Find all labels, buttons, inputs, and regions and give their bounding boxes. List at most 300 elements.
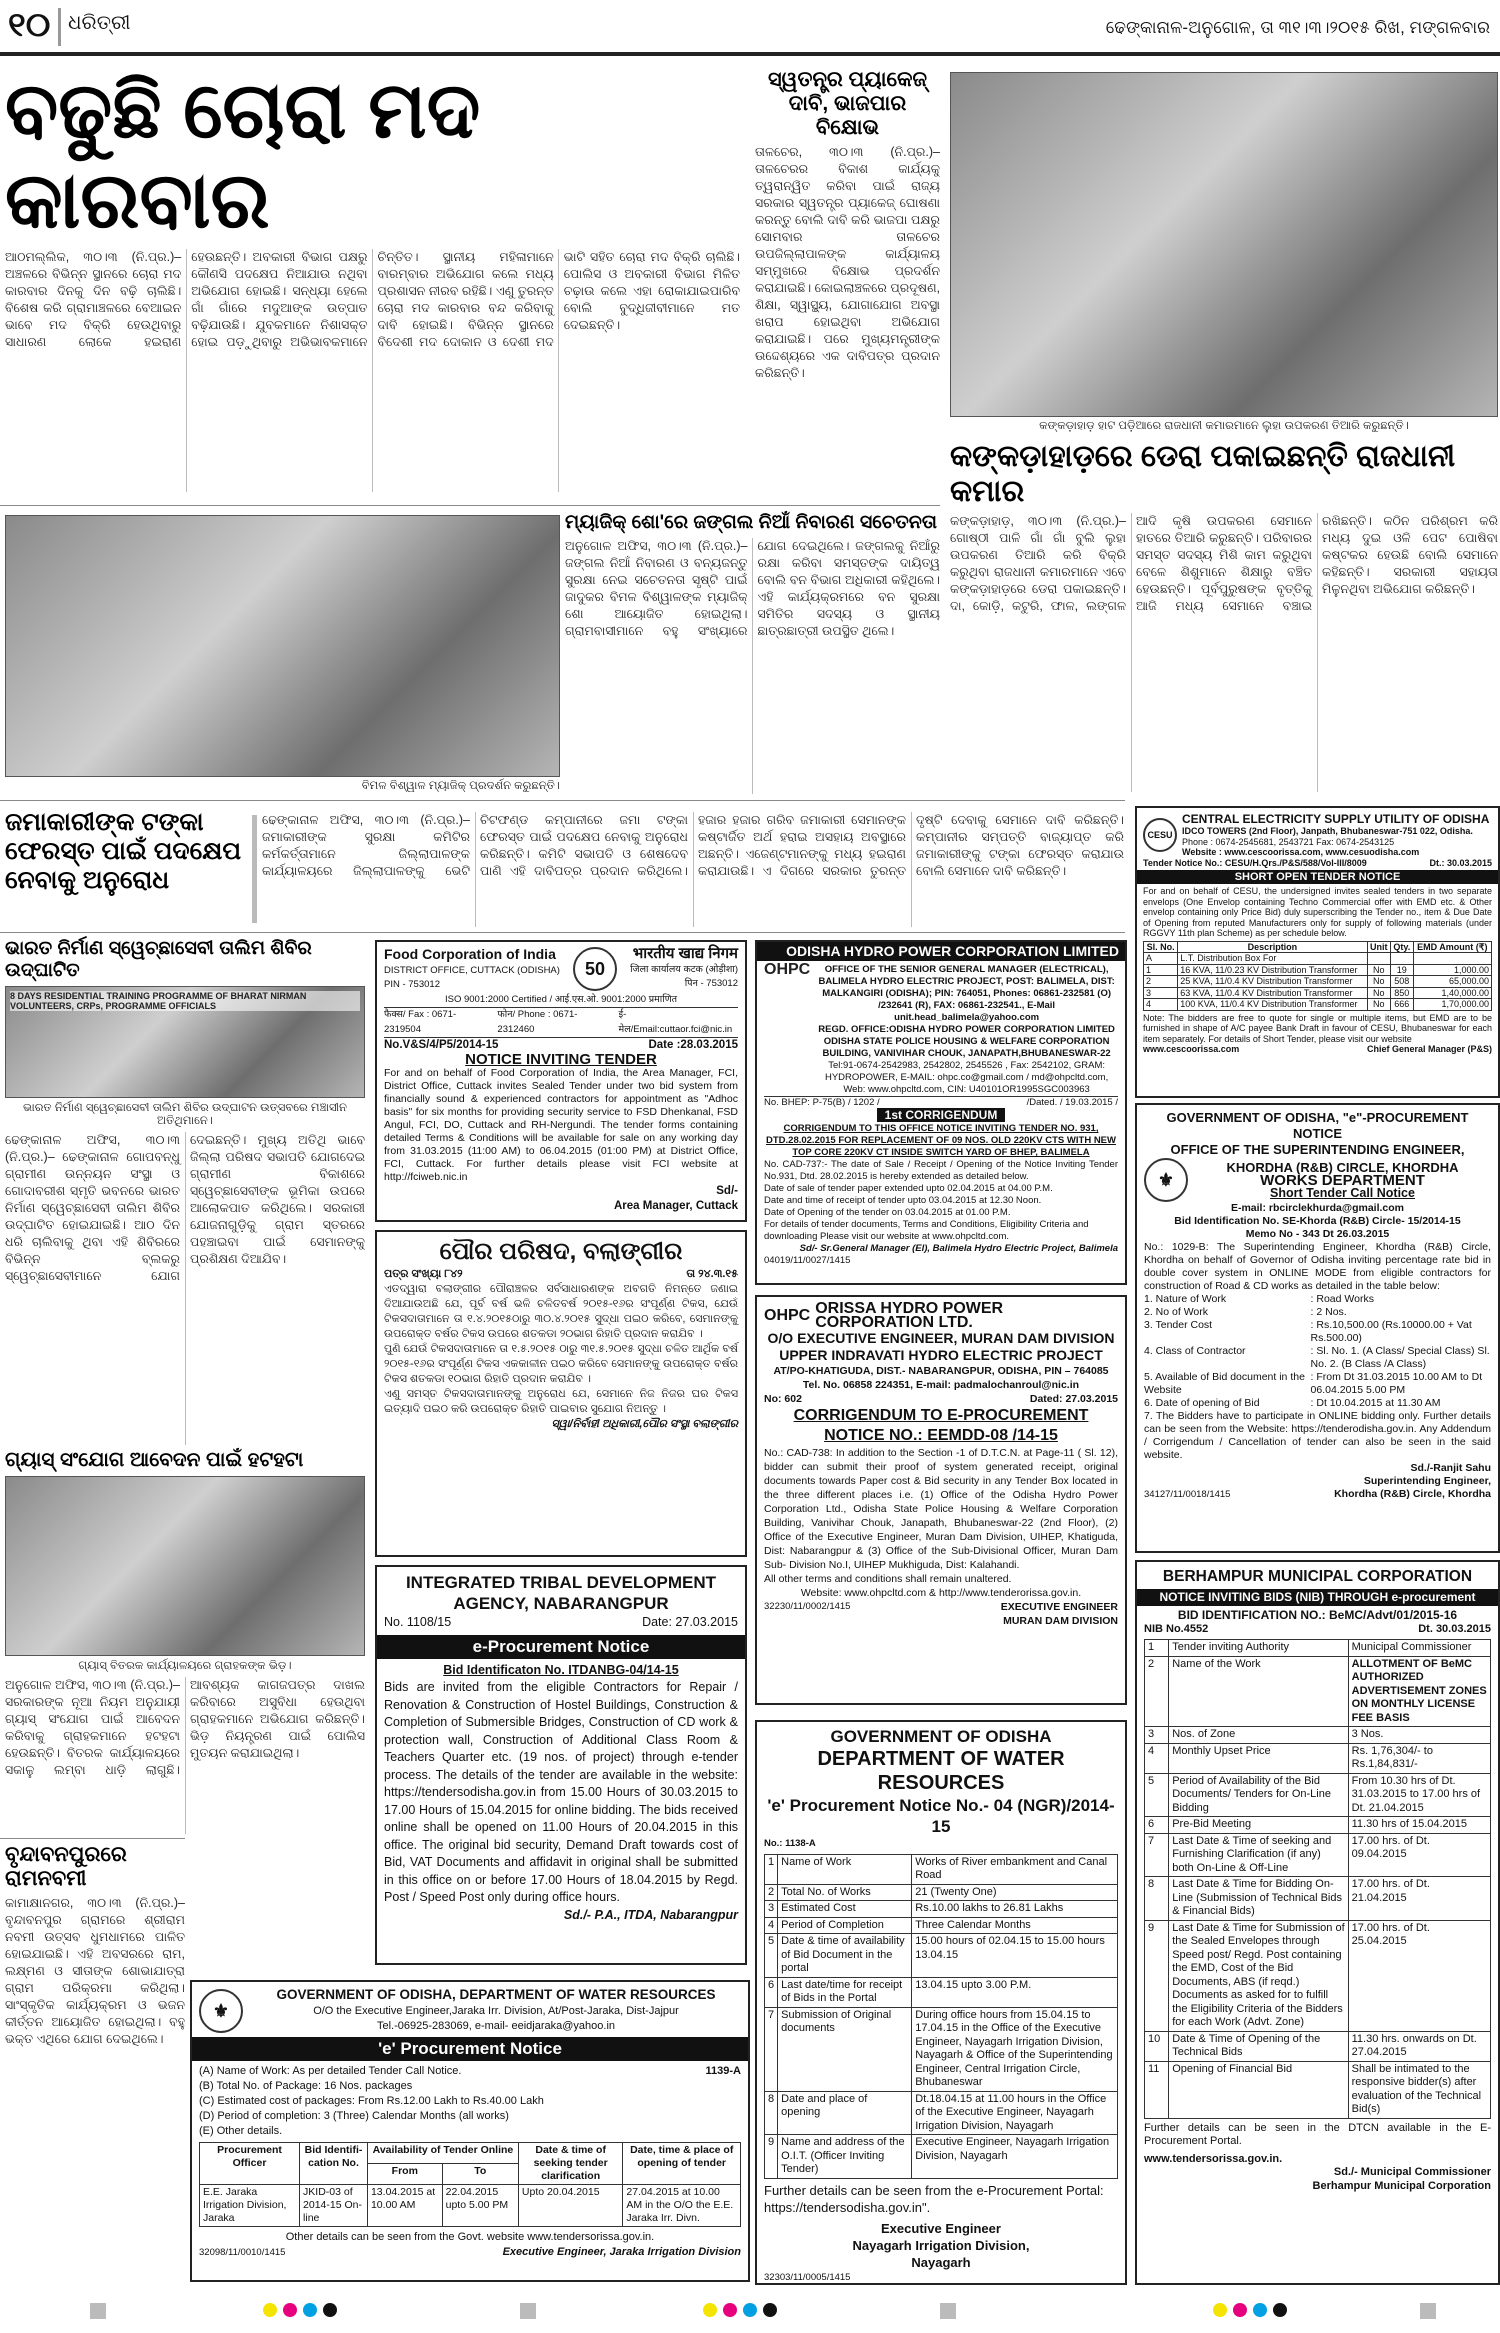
jaraka-contact: Tel.-06925-283069, e-mail- eeidjaraka@yahoo.in [376, 2020, 616, 2032]
gas-photo-caption: ଗ୍ୟାସ୍ ବିତରକ କାର୍ଯ୍ୟାଳୟରେ ଗ୍ରାହକଙ୍କ ଭିଡ଼। [78, 1660, 292, 1673]
poura-title: ପୌର ପରିଷଦ, ବଲାଙ୍ଗୀର [439, 1238, 683, 1265]
page-number: ୧୦ [8, 6, 51, 44]
table-row [765, 2007, 1118, 2091]
table-cell: Period of Completion [778, 1917, 912, 1934]
khordha-signatory2: Superintending Engineer, [1363, 1475, 1491, 1487]
td: E.E. Jaraka Irrigation Division, Jaraka [200, 2185, 300, 2227]
fci-pin-hi: पिन - 753012 [684, 978, 738, 989]
table-cell: Works of River embankment and Canal Road [912, 1854, 1118, 1884]
ohpc-balimela-body: No. CAD-737:- The date of Sale / Receipt / Opening of the Notice Inviting Tender No.931, Dtd. 28.02.2015 is hereby extended as detailed below. [764, 1159, 1118, 1182]
khordha-item [1144, 1345, 1491, 1371]
table-cell: 666 [1390, 999, 1413, 1011]
color-registration-marks [700, 2303, 780, 2323]
table-cell: Last Date & Time of seeking and Furnishing Clarification (if any) both On-Line & Off-Line [1169, 1833, 1348, 1877]
khordha-email: E-mail: rbcirclekhurda@gmail.com [1230, 1202, 1405, 1214]
table-cell: 1 [765, 1854, 778, 1884]
berhampur-nib: NIB No.4552 [1144, 1622, 1209, 1635]
fci-office-hi: जिला कार्यालय कटक (ओड़ीशा) [630, 963, 738, 975]
jaraka-footer: Other details can be seen from the Govt. website www.tendersorissa.gov.in. [285, 2231, 655, 2243]
ohpc-muran-no: No: 602 [764, 1393, 802, 1405]
table-cell: Period of Availability of the Bid Documents/ Tenders for On-Line Bidding [1169, 1773, 1348, 1817]
print-registration-marks [940, 2303, 956, 2323]
table-cell: 19 [1390, 964, 1413, 976]
column-header: Unit [1367, 941, 1390, 953]
odisha-emblem-icon: ⚜ [199, 1989, 243, 2033]
cesu-title: CENTRAL ELECTRICITY SUPPLY UTILITY OF ODISHA [1182, 812, 1490, 826]
ohpc-muran-body: No.: CAD-738: In addition to the Section -1 of D.T.C.N. at Page-11 ( Sl. 12), bidder can submit their proof of system generated receipt, original documents towards Paper cost & Bid security in any Tender Box located in the three different places i.e. (1) Office of the Odisha Hydro Power Corporation Ltd., Odisha State Police Housing & Welfare Corporation Building, Vanivihar Chouk, Janapath, Bhubaneswar-22 (2nd Floor), (2) Office of the Executive Engineer, Muran Dam Division, UIHEP, Khatiguda, Dist: Nabarangpur & (3) Office of the Sub-Divisional Officer, Muran Dam Sub- Division No.I, UIHEP Mukhiguda, Dist: Kalahandi. [764, 1447, 1118, 1571]
deposit-headline: ଜମାକାରୀଙ୍କ ଟଙ୍କା ଫେରସ୍ତ ପାଇଁ ପଦକ୍ଷେପ ନେବାକୁ ଅନୁରୋଧ [5, 808, 242, 894]
cesu-url[interactable]: www.cescoorissa.com [1143, 1044, 1240, 1054]
table-cell: 3 [765, 1901, 778, 1918]
table-cell: L.T. Distribution Box For [1178, 953, 1367, 965]
table-cell: From 10.30 hrs of Dt. 31.03.2015 to 17.00 hrs of Dt. 21.04.2015 [1348, 1773, 1490, 1817]
th: To [442, 2164, 518, 2185]
table-cell: Last date/time for receipt of Bids in the Portal [778, 1977, 912, 2007]
ohpc-balimela-contact: Tel:91-0674-2542983, 2542802, 2545526 , Fax: 2542102, GRAM: HYDROPOWER, E-MAIL: ohpc.co@gmail.com / md@ohpcltd.com, Web: www.ohpcltd.com, CIN: U40101OR1995SGC003963 [824, 1060, 1109, 1095]
nayagarh-code: 32303/11/0005/1415 [764, 2271, 851, 2283]
table-cell: Executive Engineer, Nayagarh Irrigation Division, Nayagarh [912, 2135, 1118, 2179]
itda-bid-id: Bid Identificaton No. ITDANBG-04/14-15 [443, 1662, 679, 1677]
th: Date, time & place of opening of tender [623, 2143, 741, 2185]
th: Availability of Tender Online [367, 2143, 518, 2164]
khordha-title5: Short Tender Call Notice [1270, 1185, 1415, 1200]
table-row [765, 1854, 1118, 1884]
fci-email: ई-मेल/Email:cuttaor.fci@nic.in [618, 1009, 733, 1035]
ohpc-muran-date: Dated: 27.03.2015 [1029, 1393, 1118, 1405]
khordha-title2: OFFICE OF THE SUPERINTENDING ENGINEER, [1170, 1142, 1465, 1157]
itda-signatory: Sd./- P.A., ITDA, Nabarangpur [563, 1907, 738, 1922]
bjp-headline: ସ୍ୱତନ୍ତ୍ର ପ୍ୟାକେଜ୍ ଦାବି, ଭାଜପାର ବିକ୍ଷୋଭ [767, 68, 928, 140]
bjp-body: ତାଳଚେର, ୩୦।୩ (ନି.ପ୍ର.)– ତାଳଚେରର ବିକାଶ କାର୍ଯ୍ୟକୁ ତ୍ୱରାନ୍ୱିତ କରିବା ପାଇଁ ରାଜ୍ୟ ସରକାର ସ୍ୱତନ୍ତ୍ର ପ୍ୟାକେଜ୍ ଘୋଷଣା କରନ୍ତୁ ବୋଲି ଦାବି କରି ଭାଜପା ପକ୍ଷରୁ ସୋମବାର ତାଳଚେର ଉପଜିଲ୍ଲାପାଳଙ୍କ କାର୍ଯ୍ୟାଳୟ ସମ୍ମୁଖରେ ବିକ୍ଷୋଭ ପ୍ରଦର୍ଶନ କରାଯାଇଛି। କୋଇଲାଞ୍ଚଳରେ ପ୍ରଦୂଷଣ, ଶିକ୍ଷା, ସ୍ୱାସ୍ଥ୍ୟ, ଯୋଗାଯୋଗ ଅବସ୍ଥା ଖରାପ ହୋଇଥିବା ଅଭିଯୋଗ କରାଯାଇଛି। ପରେ ମୁଖ୍ୟମନ୍ତ୍ରୀଙ୍କ ଉଦ୍ଦେଶ୍ୟରେ ଏକ ଦାବିପତ୍ର ପ୍ରଦାନ କରିଛନ୍ତି। [755, 145, 940, 381]
table-row [1144, 964, 1492, 976]
item-label: 1. Nature of Work [1144, 1293, 1227, 1305]
td: 27.04.2015 at 10.00 AM in the O/O the E.E. Jaraka Irr. Divn. [623, 2185, 741, 2227]
fci-phone: फोन/ Phone : 0671-2312460 [497, 1009, 578, 1035]
ohpc-logo: OHPC [764, 1307, 811, 1324]
ohpc-logo: OHPC [764, 961, 811, 978]
table-cell: 5 [1145, 1773, 1169, 1817]
ohpc-muran-website: Website: www.ohpcltd.com & http://www.tenderorissa.gov.in. [800, 1587, 1082, 1599]
cesu-phone: Phone : 0674-2545681, 2543721 Fax: 0674-2543125 [1182, 836, 1395, 847]
magic-body: ଅନୁଗୋଳ ଅଫିସ, ୩୦।୩ (ନି.ପ୍ର.)– ଜଙ୍ଗଲ ନିଆଁ ନିବାରଣ ଓ ବନ୍ୟଜନ୍ତୁ ସୁରକ୍ଷା ନେଇ ସଚେତନତା ସୃଷ୍ଟି ପାଇଁ ଜାଦୁକର ବିମଳ ବିଶ୍ୱାଳଙ୍କ ମ୍ୟାଜିକ୍ ଶୋ ଆୟୋଜିତ ହୋଇଥିଲା। ଗ୍ରାମବାସୀମାନେ ବହୁ ସଂଖ୍ୟାରେ ଯୋଗ ଦେଇଥିଲେ। ଜଙ୍ଗଲକୁ ନିଆଁରୁ ରକ୍ଷା କରିବା ସମସ୍ତଙ୍କ ଦାୟିତ୍ୱ ବୋଲି ବନ ବିଭାଗ ଅଧିକାରୀ କହିଥିଲେ। ଏହି କାର୍ଯ୍ୟକ୍ରମରେ ବନ ସୁରକ୍ଷା ସମିତିର ସଦସ୍ୟ ଓ ସ୍ଥାନୀୟ ଛାତ୍ରଛାତ୍ରୀ ଉପସ୍ଥିତ ଥିଲେ। [565, 538, 940, 638]
ohpc-muran-signatory1: EXECUTIVE ENGINEER [1000, 1601, 1118, 1613]
nayagarh-title2: DEPARTMENT OF WATER RESOURCES [817, 1748, 1065, 1794]
table-cell: No [1367, 999, 1390, 1011]
ohpc-muran-office1: O/O EXECUTIVE ENGINEER, MURAN DAM DIVISION [767, 1330, 1115, 1346]
fci-iso: ISO 9001:2000 Certified / आई.एस.ओ. 9001:2000 प्रमाणित [384, 993, 738, 1009]
table-cell: Municipal Commissioner [1348, 1640, 1490, 1657]
divider [0, 505, 940, 506]
cesu-date: Dt.: 30.03.2015 [1429, 857, 1492, 868]
berhampur-municipal-ad [1135, 1560, 1500, 2285]
nayagarh-table [764, 1854, 1118, 2179]
ohpc-balimela-bar: 1st CORRIGENDUM [877, 1108, 1006, 1122]
khordha-bid-id: Bid Identification No. SE-Khorda (R&B) Circle- 15/2014-15 [1174, 1215, 1461, 1227]
table-cell: 63 KVA, 11/0.4 KV Distribution Transformer [1178, 987, 1367, 999]
table-cell: Last Date & Time for Submission of the Sealed Envelopes through Speed post/ Regd. Post containing the EMD, Cost of the Bid Documents, ABS (if reqd.) Documents as asked for to fulfill the Eligibility Criteria of the Bidders for each Work (Advt. Zone) [1169, 1920, 1348, 2031]
th: Date & time of seeking tender clarification [518, 2143, 622, 2185]
ohpc-muran-signatory2: MURAN DAM DIVISION [1003, 1615, 1118, 1627]
ohpc-muran-heading2: NOTICE NO.: EEMDD-08 /14-15 [824, 1427, 1058, 1444]
berhampur-title: BERHAMPUR MUNICIPAL CORPORATION [1162, 1568, 1473, 1585]
table-cell: 17.00 hrs. of Dt. 09.04.2015 [1348, 1833, 1490, 1877]
cesu-address: IDCO TOWERS (2nd Floor), Janpath, Bhubaneswar-751 022, Odisha. [1182, 826, 1473, 836]
ohpc-balimela-date: /Dated. / 19.03.2015 / [1026, 1097, 1118, 1108]
ohpc-balimela-ad [755, 940, 1127, 1285]
khordha-code: 34127/11/0018/1415 [1144, 1489, 1231, 1500]
blacksmith-article [950, 440, 1498, 792]
jaraka-signatory: Executive Engineer, Jaraka Irrigation Division [502, 2246, 741, 2258]
poura-parishad-ad [375, 1230, 747, 1557]
table-cell: 2 [1145, 1656, 1169, 1727]
table-cell: 6 [765, 1977, 778, 2007]
magic-show-photo [5, 515, 560, 777]
jaraka-office: O/O the Executive Engineer,Jaraka Irr. Division, At/Post-Jaraka, Dist-Jajpur [313, 2005, 679, 2017]
berhampur-signatory1: Sd./- Municipal Commissioner [1333, 2166, 1491, 2178]
jaraka-code: 32098/11/0010/1415 [199, 2247, 286, 2258]
table-cell: 1,40,000.00 [1413, 987, 1491, 999]
fci-fax: फैक्स/ Fax : 0671-2319504 [384, 1009, 457, 1035]
table-cell: 13.04.15 upto 3.00 P.M. [912, 1977, 1118, 2007]
itda-bar: e-Procurement Notice [377, 1635, 745, 1659]
print-registration-marks [520, 2303, 536, 2323]
training-body: ଢେଙ୍କାନାଳ ଅଫିସ, ୩୦।୩ (ନି.ପ୍ର.)– ଢେଙ୍କାନାଳ ଗୋପବନ୍ଧୁ ଗ୍ରାମୀଣ ଉନ୍ନୟନ ସଂସ୍ଥା ଓ ଗୋଦାବରୀଶ ସ୍ମୃତି ଭବନରେ ଭାରତ ନିର୍ମାଣ ସ୍ୱେଚ୍ଛାସେବୀ ତାଲିମ ଶିବିର ଉଦ୍‌ଘାଟିତ ହୋଇଯାଇଛି। ଆଠ ଦିନ ଧରି ଚାଲିବାକୁ ଥିବା ଏହି ଶିବିରରେ ବିଭିନ୍ନ ବ୍ଲକରୁ ସ୍ୱେଚ୍ଛାସେବୀମାନେ ଯୋଗ ଦେଇଛନ୍ତି। ମୁଖ୍ୟ ଅତିଥି ଭାବେ ଜିଲ୍ଲା ପରିଷଦ ସଭାପତି ଯୋଗଦେଇ ଗ୍ରାମୀଣ ବିକାଶରେ ସ୍ୱେଚ୍ଛାସେବୀଙ୍କ ଭୂମିକା ଉପରେ ଆଲୋକପାତ କରିଥିଲେ। ସରକାରୀ ଯୋଜନାଗୁଡ଼ିକୁ ଗ୍ରାମ ସ୍ତରରେ ପହଞ୍ଚାଇବା ପାଇଁ ସେମାନଙ୍କୁ ପ୍ରଶିକ୍ଷଣ ଦିଆଯିବ। [5, 1132, 365, 1283]
table-row [765, 2091, 1118, 2135]
lead-article [5, 66, 740, 492]
table-cell: 11 [1145, 2061, 1169, 2118]
item-value: : Dt 10.04.2015 at 11.30 AM [1310, 1397, 1441, 1409]
section-name: ଧରିତ୍ରୀ [68, 12, 131, 34]
cesu-bar: SHORT OPEN TENDER NOTICE [1137, 870, 1498, 884]
table-cell: 100 KVA, 11/0.4 KV Distribution Transformer [1178, 999, 1367, 1011]
cesu-intro: For and on behalf of CESU, the undersigned invites sealed tenders in two separate envelops (One Envelop containing Techno Commercial offer with EMD etc. & Other envelop containing only Price Bid) duly superscribing the Tender no., item & Due Date of Opening from reputed Manufacturers only for supply of following materials (under RGGVY 11th plan Scheme) as per schedule below. [1143, 886, 1492, 938]
table-cell: 25 KVA, 11/0.4 KV Distribution Transformer [1178, 976, 1367, 988]
table-cell: During office hours from 15.04.15 to 17.04.15 in the Office of the Executive Engineer, Nayagarh Irrigation Division, Nayagarh & Office of the Superintending Engineer, Central Irrigation Circle, Bhubaneswar [912, 2007, 1118, 2091]
fci-50-logo: 50 [573, 947, 617, 991]
table-row [765, 1917, 1118, 1934]
table-cell [1413, 953, 1491, 965]
jaraka-item: (E) Other details. [199, 2125, 283, 2137]
bjp-article [755, 68, 940, 492]
khordha-title1: GOVERNMENT OF ODISHA, "e"-PROCUREMENT NOTICE [1166, 1110, 1469, 1141]
nayagarh-signatory3: Nayagarh [911, 2254, 971, 2270]
jaraka-item: (B) Total No. of Package: 16 Nos. packages [199, 2080, 413, 2092]
table-cell: 3 [1144, 987, 1178, 999]
table-cell: Rs. 1,76,304/- to Rs.1,84,831/- [1348, 1743, 1490, 1773]
color-registration-marks [1210, 2303, 1290, 2323]
nayagarh-title3: 'e' Procurement Notice No.- 04 (NGR)/2014-15 [767, 1796, 1115, 1836]
item-label: 3. Tender Cost [1144, 1319, 1213, 1331]
magic-article [565, 512, 940, 794]
th: Procurement Officer [200, 2143, 300, 2185]
table-cell: Name of Work [778, 1854, 912, 1884]
ramnavami-headline: ବୃନ୍ଦାବନପୁରରେ ରାମନବମୀ [5, 1843, 127, 1891]
accent-bar [252, 815, 257, 923]
fci-ref-no: No.V&S/4/P5/2014-15 [384, 1039, 499, 1051]
jaraka-ref: 1139-A [705, 2065, 741, 2077]
ohpc-muran-office2: UPPER INDRAVATI HYDRO ELECTRIC PROJECT [779, 1347, 1103, 1363]
table-cell: Shall be intimated to the responsive bidder(s) after evaluation of the Technical Bid(s) [1348, 2061, 1490, 2118]
table-header-row [1144, 941, 1492, 953]
table-cell: 7 [1145, 1833, 1169, 1877]
table-cell: Estimated Cost [778, 1901, 912, 1918]
table-cell [1390, 953, 1413, 965]
table-cell: Three Calendar Months [912, 1917, 1118, 1934]
poura-para-2: ପୁଣି ଯେଉଁ ଟିକସଦାତାମାନେ ତା ୧.୫.୨୦୧୫ ଠାରୁ ୩୧.୫.୨୦୧୫ ସୁଦ୍ଧା ଚଳିତ ଆର୍ଥିକ ବର୍ଷ ୨୦୧୫-୧୬ର ସଂପୂର୍ଣ୍ଣ ଟିକସ ଏକକାଳୀନ ପଇଠ କରିବେ ସେମାନଙ୍କୁ ଉପରୋକ୍ତ ବର୍ଷର ଟିକସ ଶତକଡା ୧୦ଭାଗ ରିହାତି ପ୍ରଦାନ କରାଯିବ । [384, 1343, 738, 1385]
table-cell: 16 KVA, 11/0.23 KV Distribution Transformer [1178, 964, 1367, 976]
column-header: Qty. [1390, 941, 1413, 953]
ohpc-muran-contact: Tel. No. 06858 224351, E-mail: padmalochanroul@nic.in [802, 1379, 1080, 1391]
column-header: Sl. No. [1144, 941, 1178, 953]
ohpc-muran-code: 32230/11/0002/1415 [764, 1601, 851, 1612]
nayagarh-signatory2: Nayagarh Irrigation Division, [852, 2237, 1030, 2253]
khordha-title3: KHORDHA (R&B) CIRCLE, KHORDHA [1226, 1159, 1459, 1175]
table-row [1145, 1817, 1491, 1834]
table-cell: Date and place of opening [778, 2091, 912, 2135]
table-cell: Opening of Financial Bid [1169, 2061, 1348, 2118]
column-header: Description [1178, 941, 1367, 953]
table-cell: 9 [1145, 1920, 1169, 2031]
table-row [1145, 1656, 1491, 1727]
berhampur-bid-id: BID IDENTIFICATION NO.: BeMC/Advt/01/2015-16 [1177, 1608, 1458, 1622]
fci-office-en: DISTRICT OFFICE, CUTTACK (ODISHA) [384, 964, 560, 976]
cesu-tender-ad [1135, 806, 1500, 1098]
khordha-works-ad [1135, 1103, 1500, 1553]
jaraka-ad [190, 1980, 750, 2282]
ramnavami-article [5, 1843, 185, 2283]
table-cell: 7 [765, 2007, 778, 2091]
table-cell: 1 [1144, 964, 1178, 976]
khordha-item [1144, 1397, 1491, 1410]
khordha-signatory1: Sd./-Ranjit Sahu [1410, 1462, 1491, 1474]
poura-date: ତା ୨୪.୩.୧୫ [686, 1268, 738, 1280]
ohpc-muran-title: ORISSA HYDRO POWER CORPORATION LTD. [815, 1300, 1004, 1331]
table-row [765, 1934, 1118, 1978]
table-cell: 4 [1144, 999, 1178, 1011]
item-value: : 2 Nos. [1310, 1306, 1347, 1318]
item-value: : Rs.10,500.00 (Rs.10000.00 + Vat Rs.500.00) [1310, 1319, 1472, 1344]
left-column [5, 938, 365, 1834]
table-cell: 1 [1145, 1640, 1169, 1657]
nayagarh-title1: GOVERNMENT OF ODISHA [830, 1727, 1052, 1746]
table-cell: 2 [765, 1884, 778, 1901]
jaraka-item: (D) Period of completion: 3 (Three) Calendar Months (all works) [199, 2110, 509, 2122]
ohpc-muran-terms: All other terms and conditions shall remain unaltered. [764, 1573, 1012, 1585]
table-cell: 8 [1145, 1877, 1169, 1921]
table-cell: Date & Time of Opening of the Technical Bids [1169, 2031, 1348, 2061]
nayagarh-no: No.: 1138-A [764, 1838, 816, 1849]
table-row [1144, 976, 1492, 988]
table-cell: Rs.10.00 lakhs to 26.81 Lakhs [912, 1901, 1118, 1918]
td: JKID-03 of 2014-15 On-line [300, 2185, 368, 2227]
balimela-line: Date and time of receipt of tender upto 03.04.2015 at 12.30 Noon. [764, 1195, 1042, 1206]
table-cell [1367, 953, 1390, 965]
magic-photo-caption: ବିମଳ ବିଶ୍ୱାଳ ମ୍ୟାଜିକ୍ ପ୍ରଦର୍ଶନ କରୁଛନ୍ତି। [361, 780, 560, 792]
item-label: 6. Date of opening of Bid [1144, 1397, 1260, 1409]
ramnavami-body: କାମାକ୍ଷାନଗର, ୩୦।୩ (ନି.ପ୍ର.)– ବୃନ୍ଦାବନପୁର ଗ୍ରାମରେ ଶ୍ରୀରାମ ନବମୀ ଉତ୍ସବ ଧୁମଧାମରେ ପାଳିତ ହୋଇଯାଇଛି। ଏହି ଅବସରରେ ରାମ, ଲକ୍ଷ୍ମଣ ଓ ସୀତାଙ୍କ ଶୋଭାଯାତ୍ରା ଗ୍ରାମ ପରିକ୍ରମା କରିଥିଲା। ସାଂସ୍କୃତିକ କାର୍ଯ୍ୟକ୍ରମ ଓ ଭଜନ କୀର୍ତ୍ତନ ଆୟୋଜିତ ହୋଇଥିଲା। ବହୁ ଭକ୍ତ ଏଥିରେ ଯୋଗ ଦେଇଥିଲେ। [5, 1896, 185, 2047]
ohpc-balimela-code: 04019/11/0027/1415 [764, 1255, 851, 1266]
cesu-table [1143, 941, 1492, 1011]
berhampur-signatory2: Berhampur Municipal Corporation [1312, 2179, 1491, 2192]
fci-name-en: Food Corporation of India [384, 946, 556, 962]
table-cell: ALLOTMENT OF BeMC AUTHORIZED ADVERTISEMENT ZONES ON MONTHLY LICENSE FEE BASIS [1348, 1656, 1490, 1727]
training-banner-text: 8 DAYS RESIDENTIAL TRAINING PROGRAMME OF BHARAT NIRMAN VOLUNTEERS, CRPs, PROGRAMME OFFICIALS [10, 991, 360, 1011]
table-row [1145, 2031, 1491, 2061]
table-cell: 3 Nos. [1348, 1727, 1490, 1744]
blacksmith-body: କଙ୍କଡ଼ାହାଡ଼, ୩୦।୩ (ନି.ପ୍ର.)– ଗୋଷ୍ଠୀ ପାଳି ଗାଁ ଗାଁ ବୁଲି ଲୁହା ଉପକରଣ ତିଆରି କରି ବିକ୍ରି କରୁଥିବା ରାଜଧାନୀ କମାରମାନେ ଏବେ କଙ୍କଡ଼ାହାଡ଼ରେ ଡେରା ପକାଇଛନ୍ତି। ଦା, କୋଡ଼ି, କଟୁରି, ଫାଳ, ଲଙ୍ଗଳ ଆଦି କୃଷି ଉପକରଣ ସେମାନେ ହାତରେ ତିଆରି କରୁଛନ୍ତି। ପରିବାରର ସମସ୍ତ ସଦସ୍ୟ ମିଶି କାମ କରୁଥିବା ବେଳେ ଶିଶୁମାନେ ଶିକ୍ଷାରୁ ବଞ୍ଚିତ ହେଉଛନ୍ତି। ପୂର୍ବପୁରୁଷଙ୍କ ବୃତ୍ତିକୁ ଆଜି ମଧ୍ୟ ସେମାନେ ବଞ୍ଚାଇ ରଖିଛନ୍ତି। କଠିନ ପରିଶ୍ରମ କରି ମଧ୍ୟ ଦୁଇ ଓଳି ପେଟ ପୋଷିବା କଷ୍ଟକର ହେଉଛି ବୋଲି ସେମାନେ କହିଛନ୍ତି। ସରକାରୀ ସହାୟତା ମିଳୁନଥିବା ଅଭିଯୋଗ କରିଛନ୍ତି। [950, 514, 1498, 613]
poura-letter-no: ପତ୍ର ସଂଖ୍ୟା ୮୪୨ [384, 1268, 463, 1280]
balimela-line: Date of Opening of the tender on 03.04.2015 at 01.00 P.M. [764, 1207, 1011, 1218]
berhampur-table [1144, 1639, 1491, 2119]
item-label: 5. Available of Bid document in the Website [1144, 1371, 1305, 1396]
table-cell: Date & time of availability of Bid Document in the portal [778, 1934, 912, 1978]
ohpc-balimela-subject: CORRIGENDUM TO THIS OFFICE NOTICE INVITING TENDER NO. 931, DTD.28.02.2015 FOR REPLACEMENT OF 09 NOS. OLD 220KV CTS WITH NEW TOP CORE 220KV CT INSIDE SWITCH YARD OF BHEP, BALIMELA [766, 1123, 1116, 1158]
item-label: 2. No of Work [1144, 1306, 1208, 1318]
nayagarh-footer: Further details can be seen from the e-Procurement Portal: https://tendersodisha.gov.in". [764, 2182, 1104, 2215]
berhampur-date: Dt. 30.03.2015 [1418, 1622, 1491, 1635]
table-cell: Name of the Work [1169, 1656, 1348, 1727]
table-row [1145, 2061, 1491, 2118]
khordha-item [1144, 1306, 1491, 1319]
berhampur-website[interactable]: www.tendersorissa.gov.in. [1144, 2152, 1283, 2165]
table-cell: No [1367, 976, 1390, 988]
fci-notice-body: For and on behalf of Food Corporation of India, the Area Manager, FCI, District Office, Cuttack invites Sealed Tender under two bid system from financially sound & experienced contractors for appointment as "Adhoc basis" for six months for providing security service to FSD Dhenkanal, FSD Angul, FCI, DO, Cuttack and RH-Nergundi. The tender forms containing detailed Terms & Conditions will be available for sale on any working day from 31.03.2015 (11:00 AM) to 06.04.2015 (01:00 PM) at District Office, FCI, Cuttack. For further details please visit FCI website at http://fciweb.nic.in [384, 1067, 738, 1183]
gas-queue-photo [5, 1476, 365, 1656]
odisha-emblem-icon: ⚜ [1144, 1158, 1188, 1202]
jaraka-table [199, 2142, 741, 2227]
fci-sd: Sd/- [716, 1185, 738, 1197]
fci-date: Date :28.03.2015 [648, 1039, 738, 1051]
khordha-memo: Memo No - 343 Dt 26.03.2015 [1245, 1228, 1390, 1240]
table-row [1144, 999, 1492, 1011]
cesu-tender-no: Tender Notice No.: CESU/H.Qrs./P&S/588/Vol-III/8009 [1143, 857, 1367, 868]
table-cell: 6 [1145, 1817, 1169, 1834]
jaraka-item: (C) Estimated cost of packages: From Rs.12.00 Lakh to Rs.40.00 Lakh [199, 2095, 544, 2107]
berhampur-bar: NOTICE INVITING BIDS (NIB) THROUGH e-procurement [1137, 1589, 1498, 1606]
blacksmith-photo-caption: କଙ୍କଡ଼ାହାଡ଼ ହାଟ ପଡ଼ିଆରେ ରାଜଧାନୀ କମାରମାନେ ଲୁହା ଉପକରଣ ତିଆରି କରୁଛନ୍ତି। [1039, 420, 1409, 432]
cesu-logo-icon: CESU [1143, 818, 1177, 852]
table-row [1144, 953, 1492, 965]
cesu-website: Website : www.cescoorissa.com, www.cesuodisha.com [1182, 847, 1420, 857]
table-row [1145, 1920, 1491, 2031]
blacksmith-headline: କଙ୍କଡ଼ାହାଡ଼ରେ ଡେରା ପକାଇଛନ୍ତି ରାଜଧାନୀ କମାର [950, 440, 1456, 508]
table-row [1145, 1833, 1491, 1877]
item-label: 4. Class of Contractor [1144, 1345, 1246, 1357]
table-cell: 2 [1144, 976, 1178, 988]
table-cell: Pre-Bid Meeting [1169, 1817, 1348, 1834]
itda-title: INTEGRATED TRIBAL DEVELOPMENT AGENCY, NABARANGPUR [405, 1573, 717, 1613]
ohpc-muran-ad [755, 1295, 1127, 1705]
balimela-line: For details of tender documents, Terms and Conditions, Eligibility Criteria and downloading Please visit our website at www.ohpcltd.com. [764, 1219, 1089, 1242]
color-registration-marks [260, 2303, 340, 2323]
nayagarh-signatory1: Executive Engineer [881, 2220, 1001, 2236]
table-row [1144, 987, 1492, 999]
table-cell: Total No. of Works [778, 1884, 912, 1901]
table-row [1145, 1727, 1491, 1744]
td: 13.04.2015 at 10.00 AM [367, 2185, 442, 2227]
training-headline: ଭାରତ ନିର୍ମାଣ ସ୍ୱେଚ୍ଛାସେବୀ ତାଲିମ ଶିବିର ଉଦ୍‌ଘାଟିତ [5, 938, 312, 981]
training-photo-caption: ଭାରତ ନିର୍ମାଣ ସ୍ୱେଚ୍ଛାସେବୀ ତାଲିମ ଶିବିର ଉଦ୍‌ଘାଟନ ଉତ୍ସବରେ ମଞ୍ଚାସୀନ ଅତିଥିମାନେ। [23, 1101, 347, 1127]
divider [0, 932, 1125, 933]
table-cell: Last Date & Time for Bidding On-Line (Submission of Technical Bids & Financial Bids) [1169, 1877, 1348, 1921]
table-cell: 850 [1390, 987, 1413, 999]
table-cell: 10 [1145, 2031, 1169, 2061]
table-row [1145, 1877, 1491, 1921]
fci-name-hi: भारतीय खाद्य निगम [632, 945, 738, 962]
table-cell: Tender inviting Authority [1169, 1640, 1348, 1657]
table-cell: 11.30 hrs. onwards on Dt. 27.04.2015 [1348, 2031, 1490, 2061]
jaraka-item: (A) Name of Work: As per detailed Tender Call Notice. [199, 2065, 462, 2077]
divider [0, 1838, 185, 1839]
table-cell: 8 [765, 2091, 778, 2135]
table-cell: 4 [765, 1917, 778, 1934]
fci-tender-ad [375, 940, 747, 1222]
khordha-item [1144, 1319, 1491, 1345]
table-cell: 17.00 hrs. of Dt. 21.04.2015 [1348, 1877, 1490, 1921]
item-value: : Road Works [1310, 1293, 1374, 1305]
table-cell: 17.00 hrs. of Dt. 25.04.2015 [1348, 1920, 1490, 2031]
table-cell: Submission of Original documents [778, 2007, 912, 2091]
divider [0, 800, 1125, 801]
table-row [1145, 1773, 1491, 1817]
berhampur-footer: Further details can be seen in the DTCN available in the E-Procurement Portal. [1144, 2121, 1491, 2147]
ohpc-balimela-office: OFFICE OF THE SENIOR GENERAL MANAGER (ELECTRICAL), BALIMELA HYDRO ELECTRIC PROJECT, POST: BALIMELA, DIST: MALKANGIRI (ODISHA); PIN: 764051, Phones: 06861-232581 (O) /232641 (R), FAX: 06861-232541., E-Mail unit.head_balimela@yahoo.com [818, 964, 1115, 1023]
cesu-signatory: Chief General Manager (P&S) [1366, 1044, 1492, 1054]
lead-headline: ବଢୁଛି ଚୋରା ମଦ କାରବାର [5, 66, 481, 244]
table-cell: 4 [1145, 1743, 1169, 1773]
nayagarh-water-resources-ad [755, 1720, 1127, 2285]
khordha-body: No.: 1029-B: The Superintending Engineer, Khordha (R&B) Circle, Khordha on behalf of Governor of Odisha inviting percentage rate bid in double cover system in ONLINE MODE from eligible contractors for construction of Road & CD works as detailed in the table below: [1144, 1241, 1491, 1292]
blacksmith-photo [950, 72, 1498, 417]
table-row [765, 1901, 1118, 1918]
cesu-note: Note: The bidders are free to quote for single or multiple items, but EMD are to be furnished in shape of A/C payee Bank Draft in favour of CESU, Bhubaneswar for each item separately. For details of Short Tender, please visit our website [1143, 1012, 1492, 1044]
table-row [765, 1977, 1118, 2007]
gas-body: ଅନୁଗୋଳ ଅଫିସ, ୩୦।୩ (ନି.ପ୍ର.)– ସରକାରଙ୍କ ନୂଆ ନିୟମ ଅନୁଯାୟୀ ଗ୍ୟାସ୍ ସଂଯୋଗ ପାଇଁ ଆବେଦନ କରିବାକୁ ଗ୍ରାହକମାନେ ହଟହଟା ହେଉଛନ୍ତି। ବିତରକ କାର୍ଯ୍ୟାଳୟରେ ସକାଳୁ ଲମ୍ବା ଧାଡ଼ି ଲାଗୁଛି। ଆବଶ୍ୟକ କାଗଜପତ୍ର ଦାଖଲ କରିବାରେ ଅସୁବିଧା ହେଉଥିବା ଗ୍ରାହକମାନେ ଅଭିଯୋଗ କରିଛନ୍ତି। ଭିଡ଼ ନିୟନ୍ତ୍ରଣ ପାଇଁ ପୋଲିସ ମୁତୟନ କରାଯାଇଥିଲା। [5, 1678, 365, 1778]
ohpc-balimela-regd: REGD. OFFICE:ODISHA HYDRO POWER CORPORATION LIMITED ODISHA STATE POLICE HOUSING & WELFARE CORPORATION BUILDING, VANIVIHAR CHOUK, JANAPATH,BHUBANESWAR-22 [818, 1024, 1115, 1059]
ohpc-balimela-no: No. BHEP: P-75(B) / 1202 / [764, 1097, 880, 1108]
table-cell: 15.00 hours of 02.04.15 to 15.00 hours 13.04.15 [912, 1934, 1118, 1978]
item-value: : From Dt 31.03.2015 10.00 AM to Dt 06.04.2015 5.00 PM [1310, 1371, 1483, 1396]
ohpc-balimela-title: ODISHA HYDRO POWER CORPORATION LIMITED [757, 942, 1125, 961]
table-row [200, 2185, 741, 2227]
table-cell: 11.30 hrs of 15.04.2015 [1348, 1817, 1490, 1834]
table-cell: 508 [1390, 976, 1413, 988]
magic-headline: ମ୍ୟାଜିକ୍ ଶୋ'ରେ ଜଙ୍ଗଲ ନିଆଁ ନିବାରଣ ସଚେତନତା [565, 512, 937, 533]
print-registration-marks [1420, 2303, 1436, 2323]
poura-signatory: ସ୍ୱା/ନିର୍ବାହୀ ଅଧିକାରୀ,ପୌର ସଂସ୍ଥା ବଲାଙ୍ଗୀର [551, 1418, 738, 1430]
fci-notice-title: NOTICE INVITING TENDER [465, 1050, 657, 1068]
balimela-line: Date of sale of tender paper extended upto 02.04.2015 at 04.00 P.M. [764, 1183, 1053, 1194]
itda-ad [375, 1565, 747, 1965]
table-cell: 3 [1145, 1727, 1169, 1744]
ohpc-balimela-signatory: Sd/- Sr.General Manager (El), Balimela Hydro Electric Project, Balimela [799, 1243, 1118, 1254]
ohpc-muran-address: AT/PO-KHATIGUDA, DIST.- NABARANGPUR, ODISHA, PIN – 764085 [773, 1365, 1109, 1377]
table-cell: No [1367, 987, 1390, 999]
table-row [1145, 1743, 1491, 1773]
table-row [765, 1884, 1118, 1901]
header-divider [58, 8, 61, 46]
table-cell: Monthly Upset Price [1169, 1743, 1348, 1773]
table-cell: Name and address of the O.I.T. (Officer Inviting Tender) [778, 2135, 912, 2179]
gas-headline: ଗ୍ୟାସ୍ ସଂଯୋଗ ଆବେଦନ ପାଇଁ ହଟହଟା [5, 1449, 304, 1472]
table-cell: Dt.18.04.15 at 11.00 hours in the Office of the Executive Engineer, Nayagarh Irrigation Division, Nayagarh [912, 2091, 1118, 2135]
itda-date: Date: 27.03.2015 [642, 1615, 738, 1629]
itda-no: No. 1108/15 [384, 1615, 452, 1629]
poura-para-3: ଏଣୁ ସମସ୍ତ ଟିକସଦାତାମାନଙ୍କୁ ଅନୁରୋଧ ଯେ, ସେମାନେ ନିଜ ନିଜର ଘର ଟିକସ ଇତ୍ୟାଦି ପଇଠ କରି ଉପରୋକ୍ତ ରିହାତି ପାଇବାର ସୁଯୋଗ ନିଅନ୍ତୁ । [384, 1388, 738, 1415]
khordha-item7: 7. The Bidders have to participate in ONLINE bidding only. Further details can be seen from the Website: https://tenderodisha.gov.in. Any Addendum / Corrigendum / Cancellation of tender can also be seen in the said website. [1144, 1410, 1491, 1461]
poura-para-1: ଏତଦ୍ୱାରା ବଲାଙ୍ଗୀର ପୌରାଞ୍ଚଳର ସର୍ବସାଧାରଣଙ୍କ ଅବଗତି ନିମନ୍ତେ ଜଣାଇ ଦିଆଯାଉଅଛି ଯେ, ପୂର୍ବ ବର୍ଷ ଭଳି ଚଳିତବର୍ଷ ୨୦୧୫-୧୬ର ସଂପୂର୍ଣ୍ଣ ଟିକସ, ଯେଉଁ ଟିକସଦାତାମାନେ ତା ୧.୪.୨୦୧୫ଠାରୁ ୩୦.୪.୨୦୧୫ ସୁଦ୍ଧା ପଇଠ କରିବେ, ସେମାନଙ୍କୁ ଉପରୋକ୍ତ ବର୍ଷର ଟିକସ ଉପରେ ଶତକଡା ୨୦ଭାଗ ରିହାତି ପ୍ରଦାନ କରାଯିବ । [384, 1283, 738, 1340]
td: Upto 20.04.2015 [518, 2185, 622, 2227]
